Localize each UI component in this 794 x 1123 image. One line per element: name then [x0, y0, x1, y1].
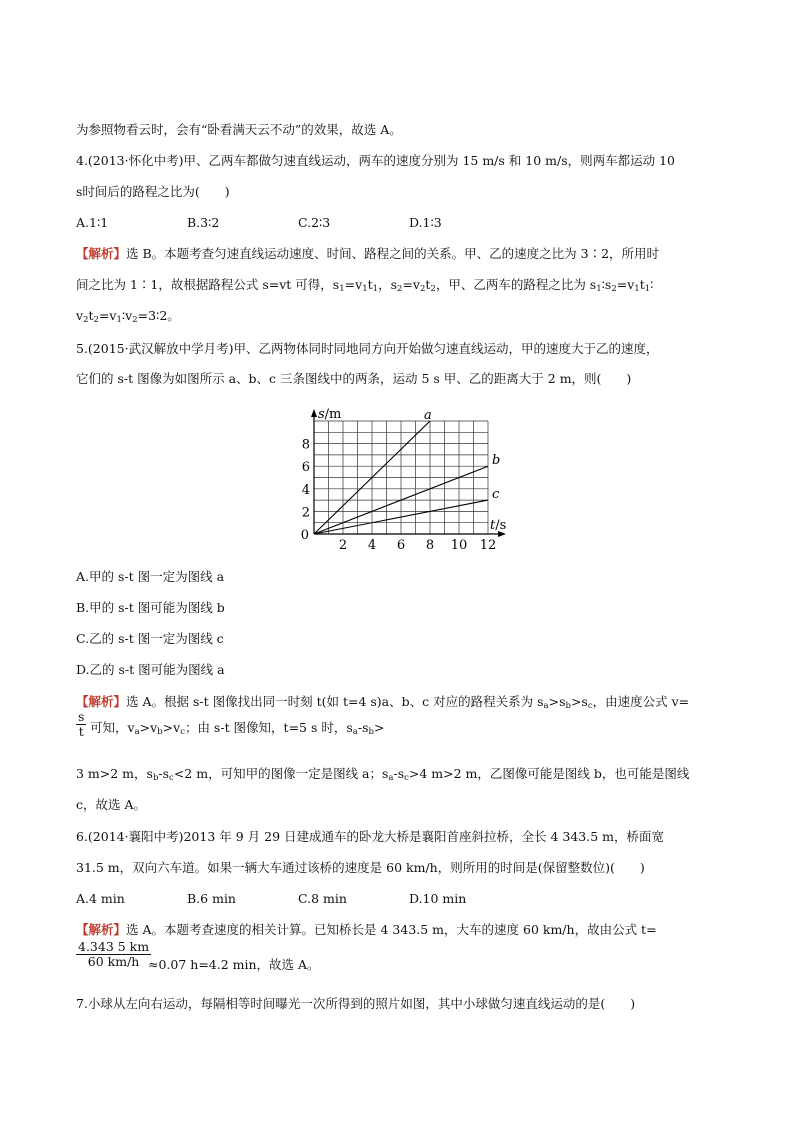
x-tick-label: 6 [396, 538, 406, 553]
answer-4-line-1: 【解析】选 B。本题考查匀速直线运动速度、时间、路程之间的关系。甲、乙的速度之比为 3∶2，所用时 [76, 246, 660, 261]
answer-5-line-3: 3 m>2 m，$s_b-s_c<2$ m，可知甲的图像一定是图线 a；$s_a-s_c>4$ m>2 m，乙图像可能是图线 b，也可能是图线 [76, 766, 690, 783]
question-5-option-b: B.甲的 s-t 图可能为图线 b [76, 600, 225, 615]
question-5-line-2: 它们的 s-t 图像为如图所示 a、b、c 三条图线中的两条，运动 5 s 甲、乙的距离大于 2 m，则( ) [76, 371, 632, 386]
question-5-line-1: 5.(2015·武汉解放中学月考)甲、乙两物体同时同地同方向开始做匀速直线运动，甲的速度大于乙的速度， [76, 341, 659, 356]
question-5-option-a: A.甲的 s-t 图一定为图线 a [76, 569, 225, 584]
answer-5-line-4: c，故选 A。 [76, 797, 147, 812]
x-tick-label: 2 [338, 538, 348, 553]
fraction-time: $\frac{4.343 5 km}{60 km/h}$ [78, 939, 150, 969]
question-7-line-1: 7.小球从左向右运动，每隔相等时间曝光一次所得到的照片如图，其中小球做匀速直线运动的是( ) [76, 996, 636, 1011]
y-tick-label: 4 [301, 482, 310, 498]
question-5-option-c: C.乙的 s-t 图一定为图线 c [76, 631, 224, 646]
x-tick-label: 8 [425, 538, 435, 553]
option-a: A.1∶1 [76, 215, 109, 230]
x-tick-label: 12 [479, 538, 497, 553]
y-axis-label: s/m [318, 407, 342, 422]
y-tick-label: 6 [301, 460, 310, 476]
question-4-line-2: s时间后的路程之比为( ) [76, 184, 230, 199]
answer-5-line-2: 可知，$v_a>v_b>v_c$；由 s-t 图像知，t=5 s 时，$s_a-s_b>$ [90, 720, 385, 737]
analysis-tag: 【解析】 [76, 694, 127, 709]
fraction-s-over-t: $\frac{s}{t}$ [78, 709, 85, 739]
y-axis-arrow [311, 409, 317, 417]
answer-6-line-2: ≈0.07 h=4.2 min，故选 A。 [148, 957, 320, 972]
option-c: C.2∶3 [298, 215, 331, 230]
x-tick-label: 10 [450, 538, 468, 553]
origin-label: 0 [300, 528, 309, 543]
option-c: C.8 min [298, 891, 347, 906]
answer-5-line-1: 【解析】选 A。根据 s-t 图像找出同一时刻 t(如 t=4 s)a、b、c 对应的路程关系为 $s_a>s_b>s_c$，由速度公式 v= [76, 694, 690, 711]
series-label-b: b [492, 453, 501, 469]
option-b: B.6 min [187, 891, 236, 906]
text-line: 为参照物看云时，会有“卧看满天云不动”的效果，故选 A。 [76, 122, 402, 137]
answer-6-line-1: 【解析】选 A。本题考查速度的相关计算。已知桥长是 4 343.5 m，大车的速度 60 km/h，故由公式 t= [76, 922, 657, 937]
answer-4-line-2: 间之比为 1∶1，故根据路程公式 s=vt 可得，$s_1=v_1t_1$，$s_2=v_2t_2$，甲、乙两车的路程之比为 $s_1∶s_2=v_1t_1∶$ [76, 277, 654, 294]
y-tick-label: 8 [301, 437, 310, 453]
series-label-c: c [492, 487, 500, 503]
series-label-a: a [424, 408, 432, 423]
option-d: D.1∶3 [409, 215, 442, 230]
question-6-line-1: 6.(2014·襄阳中考)2013 年 9 月 29 日建成通车的卧龙大桥是襄阳首座斜拉桥，全长 4 343.5 m，桥面宽 [76, 829, 665, 844]
answer-4-line-3: $v_2t_2=v_1∶v_2=3∶2$。 [76, 308, 180, 325]
question-6-line-2: 31.5 m，双向六车道。如果一辆大车通过该桥的速度是 60 km/h，则所用的时间是(保留整数位)( ) [76, 860, 645, 875]
analysis-tag: 【解析】 [76, 922, 127, 937]
analysis-tag: 【解析】 [76, 246, 127, 261]
graph-axes [311, 409, 506, 537]
question-5-option-d: D.乙的 s-t 图可能为图线 a [76, 662, 225, 677]
y-tick-label: 2 [301, 505, 310, 521]
option-a: A.4 min [76, 891, 125, 906]
question-4-line-1: 4.(2013·怀化中考)甲、乙两车都做匀速直线运动，两车的速度分别为 15 m/s 和 10 m/s，则两车都运动 10 [76, 153, 675, 168]
x-tick-label: 4 [367, 538, 377, 553]
x-axis-label: t/s [490, 518, 507, 533]
option-b: B.3∶2 [187, 215, 220, 230]
s-t-graph [290, 392, 520, 554]
option-d: D.10 min [409, 891, 467, 906]
